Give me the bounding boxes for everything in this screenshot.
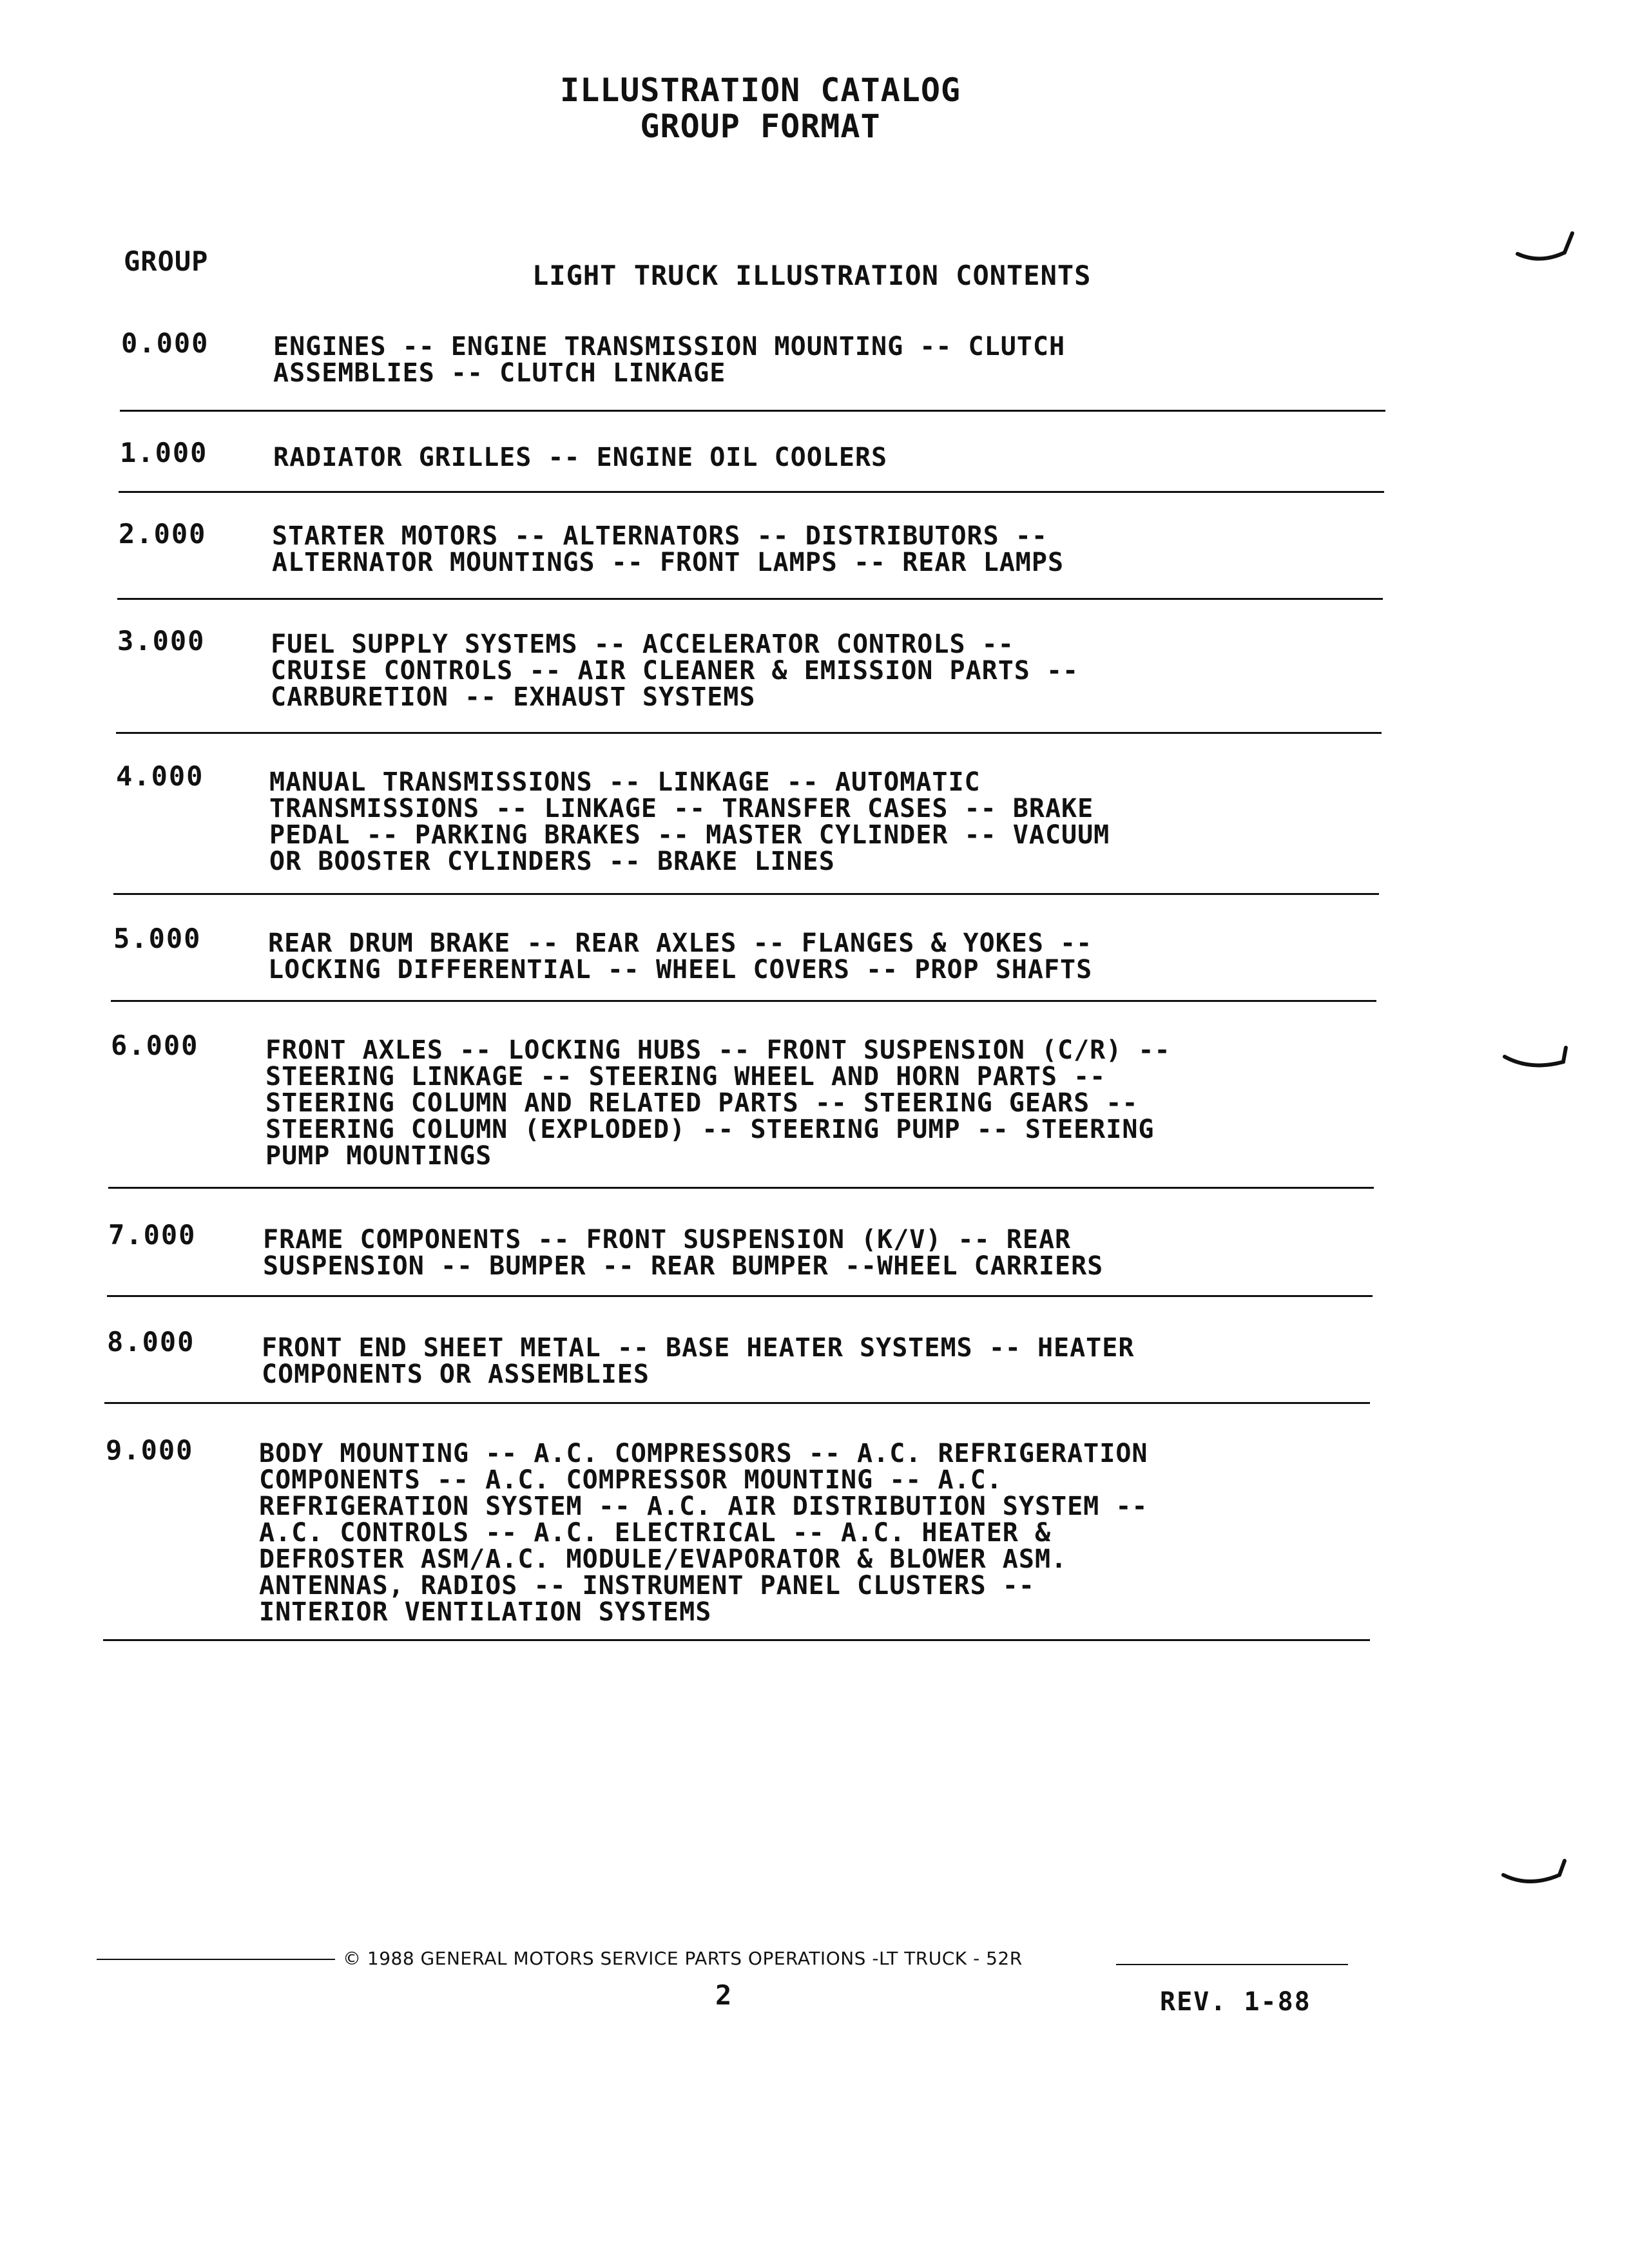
row-divider <box>117 598 1383 600</box>
row-divider <box>111 1000 1376 1002</box>
group-description: BODY MOUNTING -- A.C. COMPRESSORS -- A.C. REFRIGERATION COMPONENTS -- A.C. COMPRESSOR MOUNTING -- A.C. REFRIGERATION SYSTEM -- A.C. AIR DISTRIBUTION SYSTEM -- A.C. CONTROLS -- A.C. ELECTRICAL -- A.C. HEATER & DEFROSTER ASM/A.C. MODULE/EVAPORATOR & BLOWER ASM. ANTENNAS, RADIOS -- INSTRUMENT PANEL CLUSTERS -- INTERIOR VENTILATION SYSTEMS <box>259 1439 1148 1627</box>
row-divider <box>107 1295 1373 1297</box>
group-description: FUEL SUPPLY SYSTEMS -- ACCELERATOR CONTROLS -- CRUISE CONTROLS -- AIR CLEANER & EMISSION PARTS -- CARBURETION -- EXHAUST SYSTEMS <box>271 629 1079 712</box>
row-divider <box>116 732 1382 734</box>
scan-mark-icon <box>1501 1044 1572 1082</box>
group-description: FRONT END SHEET METAL -- BASE HEATER SYSTEMS -- HEATER COMPONENTS OR ASSEMBLIES <box>262 1333 1135 1389</box>
column-header-contents: LIGHT TRUCK ILLUSTRATION CONTENTS <box>532 260 1092 291</box>
group-description: RADIATOR GRILLES -- ENGINE OIL COOLERS <box>273 443 888 472</box>
group-number: 1.000 <box>120 437 208 468</box>
page-number: 2 <box>715 1979 732 2011</box>
group-description: REAR DRUM BRAKE -- REAR AXLES -- FLANGES & YOKES -- LOCKING DIFFERENTIAL -- WHEEL COVERS -- PROP SHAFTS <box>268 928 1093 985</box>
scan-mark-icon <box>1514 227 1579 272</box>
group-description: MANUAL TRANSMISSIONS -- LINKAGE -- AUTOMATIC TRANSMISSIONS -- LINKAGE -- TRANSFER CASES -- BRAKE PEDAL -- PARKING BRAKES -- MASTER CYLINDER -- VACUUM OR BOOSTER CYLINDERS -- BRAKE LINES <box>269 767 1110 876</box>
group-number: 4.000 <box>116 760 204 792</box>
group-number: 3.000 <box>117 625 206 657</box>
row-divider <box>120 410 1385 412</box>
group-description: STARTER MOTORS -- ALTERNATORS -- DISTRIBUTORS -- ALTERNATOR MOUNTINGS -- FRONT LAMPS -- REAR LAMPS <box>272 521 1065 577</box>
group-description: FRONT AXLES -- LOCKING HUBS -- FRONT SUSPENSION (C/R) -- STEERING LINKAGE -- STEERING WHEEL AND HORN PARTS -- STEERING COLUMN AND RELATED PARTS -- STEERING GEARS -- STEERING COLUMN (EXPLODED) -- STEERING PUMP -- STEERING PUMP MOUNTINGS <box>265 1035 1171 1171</box>
row-divider <box>113 893 1379 895</box>
group-number: 5.000 <box>113 923 202 954</box>
column-header-group: GROUP <box>124 245 209 277</box>
copyright-notice: © 1988 GENERAL MOTORS SERVICE PARTS OPERATIONS -LT TRUCK - 52R <box>343 1948 1023 1969</box>
group-number: 2.000 <box>119 518 207 550</box>
row-divider <box>119 491 1384 493</box>
revision-label: REV. 1-88 <box>1160 1987 1311 2017</box>
row-divider <box>108 1187 1374 1189</box>
group-description: ENGINES -- ENGINE TRANSMISSION MOUNTING -- CLUTCH ASSEMBLIES -- CLUTCH LINKAGE <box>273 332 1066 388</box>
group-number: 9.000 <box>106 1434 194 1466</box>
group-number: 7.000 <box>108 1219 197 1251</box>
group-number: 6.000 <box>111 1030 199 1061</box>
footer-rule-left <box>97 1959 335 1960</box>
group-description: FRAME COMPONENTS -- FRONT SUSPENSION (K/V) -- REAR SUSPENSION -- BUMPER -- REAR BUMPER --WHEEL CARRIERS <box>263 1225 1104 1281</box>
scan-mark-icon <box>1500 1856 1571 1901</box>
page-title <box>0 72 1521 144</box>
row-divider <box>104 1402 1370 1404</box>
group-number: 0.000 <box>121 327 209 359</box>
footer-rule-right <box>1116 1964 1348 1965</box>
group-number: 8.000 <box>107 1326 195 1358</box>
title-line-2: GROUP FORMAT <box>640 108 881 145</box>
row-divider <box>103 1639 1370 1641</box>
title-line-1: ILLUSTRATION CATALOG <box>559 72 961 109</box>
